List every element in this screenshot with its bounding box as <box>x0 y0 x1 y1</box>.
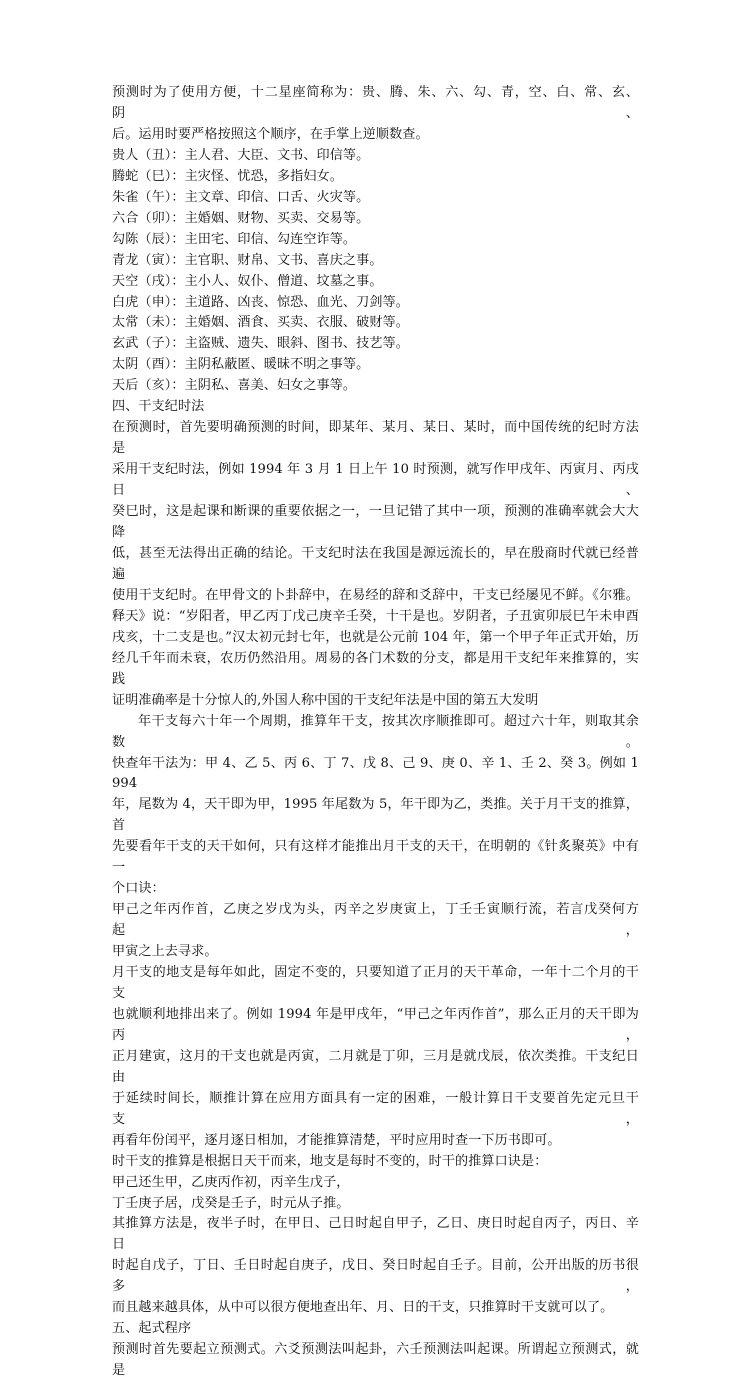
document-line: 青龙（寅）：主官职、财帛、文书、喜庆之事。 <box>112 252 383 268</box>
document-line: 其推算方法是，夜半子时，在甲日、己日时起自甲子，乙日、庚日时起自丙子，丙日、辛日 <box>112 1216 639 1253</box>
document-line: 天后（亥）：主阴私、喜美、妇女之事等。 <box>112 378 357 394</box>
document-line: 于延续时间长，顺推计算在应用方面具有一定的困难，一般计算日干支要首先定元旦干支， <box>112 1090 639 1127</box>
document-line: 证明准确率是十分惊人的,外国人称中国的干支纪年法是中国的第五大发明 <box>112 692 539 708</box>
document-line: 年干支每六十年一个周期，推算年干支，按其次序顺推即可。超过六十年，则取其余数。 <box>112 713 639 750</box>
document-line: 正月建寅，这月的干支也就是丙寅，二月就是丁卯，三月是就戊辰，依次类推。干支纪日由 <box>112 1048 639 1085</box>
document-line: 在预测时，首先要明确预测的时间，即某年、某月、某日、某时，而中国传统的纪时方法是 <box>112 420 639 457</box>
document-line: 使用干支纪时。在甲骨文的卜卦辞中，在易经的辞和爻辞中，干支已经屡见不鲜。《尔雅。 <box>112 587 639 603</box>
document-line: 年，尾数为 4，天干即为甲，1995 年尾数为 5，年干即为乙，类推。关于月干支的推算，首 <box>112 797 639 834</box>
document-line: 预测时为了使用方便，十二星座简称为：贵、腾、朱、六、勾、青，空、白、常、玄、阴、 <box>112 85 639 121</box>
document-text-column <box>112 83 639 1382</box>
document-line: 腾蛇（巳）：主灾怪、忧恐，多指妇女。 <box>112 168 343 184</box>
document-line: 后。运用时要严格按照这个顺序，在手掌上逆顺数查。 <box>112 126 429 142</box>
document-line: 癸巳时，这是起课和断课的重要依据之一，一旦记错了其中一项，预测的准确率就会大大降 <box>112 504 639 541</box>
document-line: 而且越来越具体，从中可以很方便地查出年、月、日的干支，只推算时干支就可以了。 <box>112 1300 614 1316</box>
document-line: 五、起式程序 <box>112 1321 192 1337</box>
document-line: 再看年份闰平，逐月逐日相加，才能推算清楚，平时应用时查一下历书即可。 <box>112 1132 561 1148</box>
document-line: 甲己还生甲，乙庚丙作初，丙辛生戊子， <box>112 1174 350 1190</box>
document-line: 四、干支纪时法 <box>112 399 205 415</box>
document-line: 甲寅之上去寻求。 <box>112 944 218 960</box>
document-line: 丁壬庚子居，戊癸是壬子，时元从子推。 <box>112 1195 350 1211</box>
document-line: 太阴（酉）：主阴私蔽匿、暖昧不明之事等。 <box>112 357 370 373</box>
document-line: 采用干支纪时法，例如 1994 年 3 月 1 日上午 10 时预测，就写作甲戌年、丙寅月、丙戌日、 <box>112 462 639 499</box>
document-line: 戌亥，十二支是也。”汉太初元封七年，也就是公元前 104 年，第一个甲子年正式开始，历 <box>112 629 639 645</box>
document-line: 先要看年干支的天干如何，只有这样才能推出月干支的天干，在明朝的《针炙聚英》中有一 <box>112 839 639 876</box>
document-line: 六合（卯）：主婚姻、财物、买卖、交易等。 <box>112 210 370 226</box>
document-line: 朱雀（午）：主文章、印信、口舌、火灾等。 <box>112 189 370 205</box>
document-line: 勾陈（辰）：主田宅、印信、勾连空诈等。 <box>112 231 357 247</box>
document-line: 天空（戌）：主小人、奴仆、僧道、坟墓之事。 <box>112 273 383 289</box>
document-line: 个口诀： <box>112 881 165 897</box>
document-line: 也就顺利地排出来了。例如 1994 年是甲戌年，“甲己之年丙作首”，那么正月的天干即为丙， <box>112 1006 639 1043</box>
document-line: 甲己之年丙作首，乙庚之岁戊为头，丙辛之岁庚寅上，丁壬壬寅顺行流，若言戊癸何方起， <box>112 902 639 939</box>
document-line: 白虎（申）：主道路、凶丧、惊恐、血光、刀剑等。 <box>112 294 409 310</box>
document-line: 预测时首先要起立预测式。六爻预测法叫起卦，六壬预测法叫起课。所谓起立预测式，就是 <box>112 1342 639 1379</box>
document-line: 贵人（丑）：主人君、大臣、文书、印信等。 <box>112 147 370 163</box>
document-line: 月干支的地支是每年如此，固定不变的，只要知道了正月的天干革命，一年十二个月的干支 <box>112 965 639 1001</box>
document-line: 快查年干法为：甲 4、乙 5、丙 6、丁 7、戊 8、己 9、庚 0、辛 1、壬 2、癸 3。例如 1994 <box>112 755 639 792</box>
document-line: 玄武（子）：主盗贼、遗失、眼斜、图书、技艺等。 <box>112 336 409 352</box>
document-line: 时起自戊子，丁日、壬日时起自庚子，戊日、癸日时起自壬子。目前，公开出版的历书很多， <box>112 1258 639 1295</box>
document-line: 释天》说：“岁阳者，甲乙丙丁戊己庚辛壬癸，十干是也。岁阴者，子丑寅卯辰巳午未申酉 <box>112 608 639 624</box>
document-line: 时干支的推算是根据日天干而来，地支是每时不变的，时干的推算口诀是： <box>112 1153 548 1169</box>
document-line: 经几千年而未衰，农历仍然沿用。周易的各门术数的分支，都是用干支纪年来推算的，实践 <box>112 650 639 687</box>
document-line: 低，甚至无法得出正确的结论。干支纪时法在我国是源远流长的，早在殷商时代就已经普遍 <box>112 545 639 582</box>
document-line: 太常（未）：主婚姻、酒食、买卖、衣服、破财等。 <box>112 315 409 331</box>
